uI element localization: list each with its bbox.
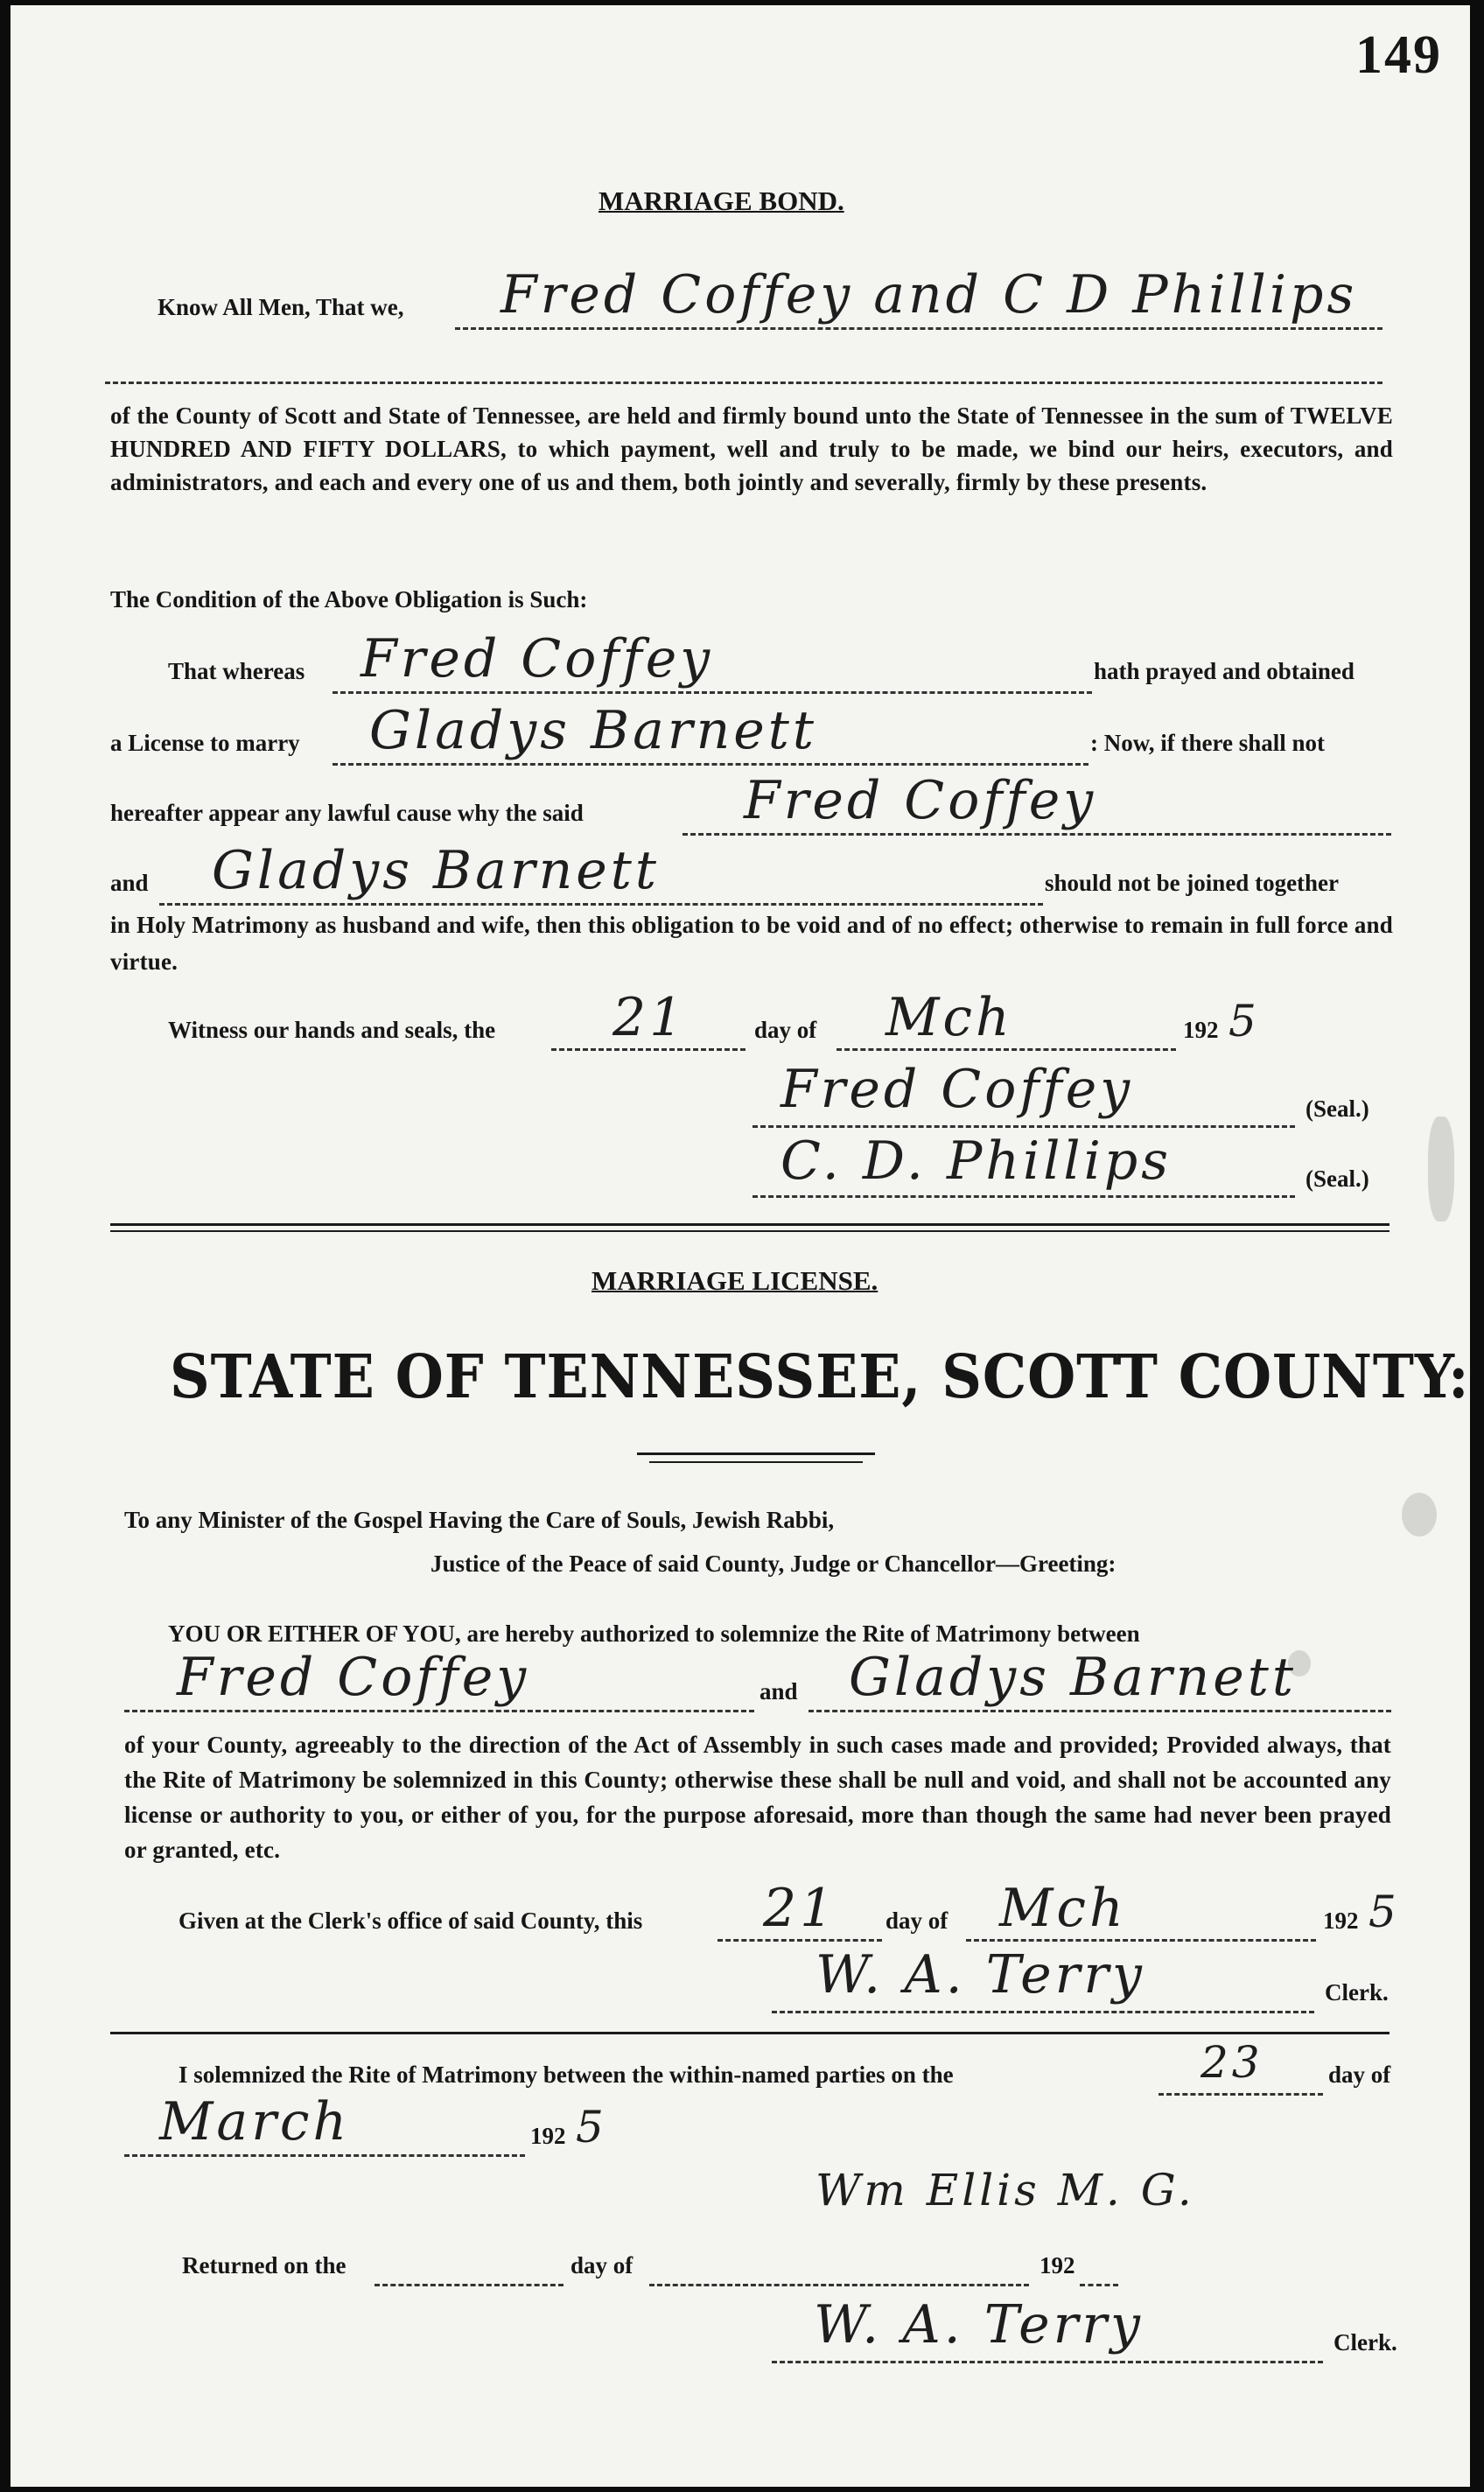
return-clerk-signature-handwriting: W. A. Terry <box>814 2294 1144 2356</box>
authorized-text: YOU OR EITHER OF YOU, are hereby authorized to solemnize the Rite of Matrimony between <box>168 1620 1140 1647</box>
returned-day-line <box>374 2284 564 2286</box>
return-clerk-label: Clerk. <box>1334 2329 1397 2356</box>
license-bride-handwriting: Gladys Barnett <box>849 1647 1297 1708</box>
license-groom-handwriting: Fred Coffey <box>177 1647 530 1708</box>
clerk-label: Clerk. <box>1325 1979 1389 2006</box>
given-year-prefix: 192 <box>1323 1908 1359 1934</box>
that-whereas-label: That whereas <box>168 658 305 684</box>
parties-continuation-line <box>105 382 1382 384</box>
return-day-of-label: day of <box>1328 2062 1391 2088</box>
paper-stain <box>1428 1116 1454 1222</box>
document-page <box>10 5 1470 2487</box>
holy-matrimony-text: in Holy Matrimony as husband and wife, then this obligation to be void and of no effect; otherwise to remain in full force and virtue. <box>110 912 1393 975</box>
hereafter-label: hereafter appear any lawful cause why the said <box>110 800 584 826</box>
witness-month-handwriting: Mch <box>886 987 1013 1048</box>
bride-again-line <box>159 903 1043 906</box>
return-year-suffix-handwriting: 5 <box>576 2102 607 2152</box>
signature-1-line <box>752 1125 1295 1128</box>
return-day-line <box>1158 2093 1323 2096</box>
returned-year: 192 <box>1040 2252 1075 2278</box>
bond-obligation-text: of the County of Scott and State of Tennessee, are held and firmly bound unto the State of Tennessee in the sum of TWELVE HUNDRED AND FIFTY DOLLARS, to which payment, well and truly to be made, we bind our heirs, executors, and administrators, and each and every one of us and them, both jointly and severally, firmly by these presents. <box>110 402 1393 495</box>
year-suffix-handwriting: 5 <box>1228 996 1260 1046</box>
given-month-handwriting: Mch <box>999 1878 1127 1939</box>
minister-signature-handwriting: Wm Ellis M. G. <box>816 2165 1195 2216</box>
license-divider <box>110 2032 1390 2034</box>
bride-handwriting: Gladys Barnett <box>369 700 817 761</box>
license-title: MARRIAGE LICENSE. <box>592 1265 878 1296</box>
given-day-line <box>718 1939 882 1942</box>
day-of-label: day of <box>754 1017 817 1043</box>
state-heading: STATE OF TENNESSEE, SCOTT COUNTY: <box>170 1342 1470 1412</box>
signature-2-line <box>752 1195 1295 1198</box>
given-label: Given at the Clerk's office of said County, this <box>178 1908 643 1934</box>
witness-day-handwriting: 21 <box>612 987 687 1048</box>
county-text: of your County, agreeably to the direction of the Act of Assembly in such cases made and provided; Provided always, that the Rite of Matrimony be solemnized in this County; otherwise these shall be null and void, and shall not be accounted any license or authority to you, or either of you, for the purpose aforesaid, more than though the same had never been prayed or granted, etc. <box>124 1732 1391 1863</box>
section-divider <box>110 1223 1390 1226</box>
signature-1-handwriting: Fred Coffey <box>780 1059 1134 1120</box>
greeting-line-2: Justice of the Peace of said County, Judge or Chancellor—Greeting: <box>430 1550 1116 1577</box>
bride-again-handwriting: Gladys Barnett <box>212 840 660 901</box>
bond-title: MARRIAGE BOND. <box>598 186 844 216</box>
return-day-handwriting: 23 <box>1200 2037 1264 2088</box>
return-month-line <box>124 2154 525 2157</box>
groom-handwriting: Fred Coffey <box>360 628 714 690</box>
given-year-suffix-handwriting: 5 <box>1368 1886 1400 1937</box>
witness-month-line <box>836 1048 1176 1051</box>
condition-heading: The Condition of the Above Obligation is Such: <box>110 586 588 612</box>
and-label: and <box>110 870 149 896</box>
page-number: 149 <box>1355 25 1442 85</box>
groom-again-handwriting: Fred Coffey <box>744 770 1097 831</box>
clerk-signature-line <box>772 2011 1314 2013</box>
seal-label-2: (Seal.) <box>1306 1166 1369 1192</box>
witness-day-line <box>551 1048 746 1051</box>
groom-again-line <box>682 833 1391 836</box>
section-divider-inner <box>110 1230 1390 1232</box>
license-and-label: and <box>760 1678 798 1704</box>
license-bride-line <box>808 1710 1391 1712</box>
seal-label-1: (Seal.) <box>1306 1096 1369 1122</box>
clerk-signature-handwriting: W. A. Terry <box>816 1944 1145 2006</box>
heading-underline-2 <box>649 1461 863 1463</box>
know-all-men-label: Know All Men, That we, <box>158 294 404 320</box>
witness-label: Witness our hands and seals, the <box>168 1017 496 1043</box>
signature-2-handwriting: C. D. Phillips <box>780 1130 1172 1192</box>
now-if-label: : Now, if there shall not <box>1090 730 1325 756</box>
should-not-label: should not be joined together <box>1045 870 1340 896</box>
returned-label: Returned on the <box>182 2252 346 2278</box>
hath-prayed-label: hath prayed and obtained <box>1094 658 1354 684</box>
returned-month-line <box>649 2284 1029 2286</box>
returned-day-of-label: day of <box>570 2252 634 2278</box>
heading-underline <box>637 1452 875 1455</box>
return-month-handwriting: March <box>159 2091 351 2152</box>
return-year-prefix: 192 <box>530 2123 566 2149</box>
given-day-handwriting: 21 <box>763 1878 837 1939</box>
bride-line <box>332 763 1088 766</box>
given-day-of-label: day of <box>886 1908 948 1934</box>
bound-parties-handwriting: Fred Coffey and C D Phillips <box>500 264 1358 326</box>
given-month-line <box>966 1939 1316 1942</box>
license-to-marry-label: a License to marry <box>110 730 300 756</box>
return-clerk-line <box>772 2361 1323 2363</box>
groom-line <box>332 691 1092 694</box>
parties-line <box>455 327 1382 330</box>
returned-year-line <box>1080 2284 1118 2286</box>
license-groom-line <box>124 1710 754 1712</box>
greeting-line-1: To any Minister of the Gospel Having the Care of Souls, Jewish Rabbi, <box>124 1507 835 1533</box>
year-prefix: 192 <box>1183 1017 1219 1043</box>
paper-stain <box>1402 1493 1437 1536</box>
solemnized-label: I solemnized the Rite of Matrimony between the within-named parties on the <box>178 2062 954 2088</box>
